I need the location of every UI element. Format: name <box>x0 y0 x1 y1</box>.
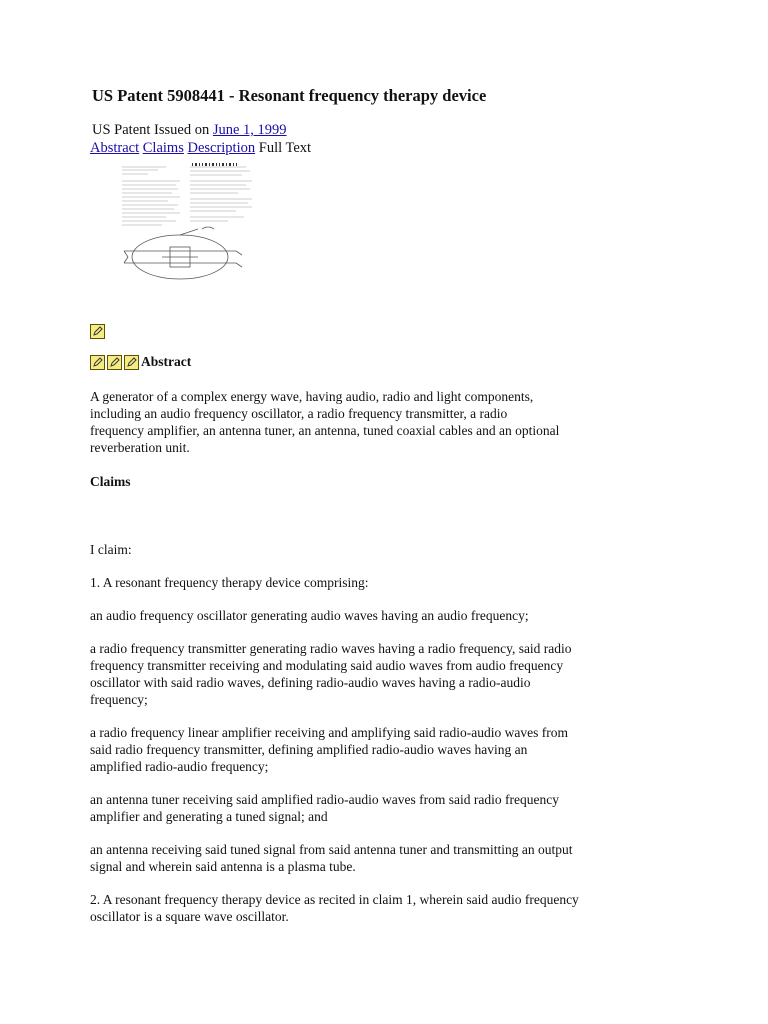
claim-paragraph: 1. A resonant frequency therapy device comprising: <box>90 575 369 590</box>
claim-paragraph: 2. A resonant frequency therapy device as recited in claim 1, wherein said audio frequency oscillator is a square wave oscillator. <box>90 892 579 924</box>
claim-paragraph: an antenna tuner receiving said amplified radio-audio waves from said radio frequency amplifier and generating a tuned signal; and <box>90 792 559 824</box>
claim-paragraph: an audio frequency oscillator generating audio waves having an audio frequency; <box>90 608 529 623</box>
issued-line <box>92 122 287 139</box>
page-title: US Patent 5908441 - Resonant frequency therapy device <box>92 86 487 105</box>
abstract-heading: Abstract <box>141 354 192 369</box>
claims-heading: Claims <box>90 474 131 489</box>
claim-paragraph: a radio frequency linear amplifier receiving and amplifying said radio-audio waves from said radio frequency transmitter, defining amplified radio-audio waves having an amplified radio-audio frequency; <box>90 725 568 774</box>
patent-thumbnail[interactable] <box>118 163 258 285</box>
full-text-label: Full Text <box>258 140 312 156</box>
abstract-text: A generator of a complex energy wave, having audio, radio and light components, including an audio frequency oscillator, a radio frequency transmitter, a radio frequency amplifier, an antenna tuner, an antenna, tuned coaxial cables and an optional reverberation unit. <box>90 389 560 455</box>
pencil-icon[interactable] <box>90 355 105 370</box>
issued-date-link[interactable]: June 1, 1999 <box>212 122 287 138</box>
claims-intro: I claim: <box>90 542 132 557</box>
claims-list <box>90 541 580 941</box>
description-link[interactable]: Description <box>187 140 256 156</box>
issued-prefix: US Patent Issued on <box>92 122 213 138</box>
pencil-icon[interactable] <box>107 355 122 370</box>
claim-paragraph: a radio frequency transmitter generating radio waves having a radio frequency, said radio frequency transmitter receiving and modulating said audio waves from audio frequency oscillator with said radio waves, defining radio-audio waves having a radio-audio frequency; <box>90 641 572 707</box>
pencil-icon[interactable] <box>90 324 105 339</box>
pencil-icon[interactable] <box>124 355 139 370</box>
claim-paragraph: an antenna receiving said tuned signal from said antenna tuner and transmitting an output signal and wherein said antenna is a plasma tube. <box>90 842 573 874</box>
section-nav <box>90 140 311 157</box>
abstract-heading-row <box>90 354 191 370</box>
abstract-link[interactable]: Abstract <box>90 140 140 156</box>
claims-link[interactable]: Claims <box>142 140 184 156</box>
